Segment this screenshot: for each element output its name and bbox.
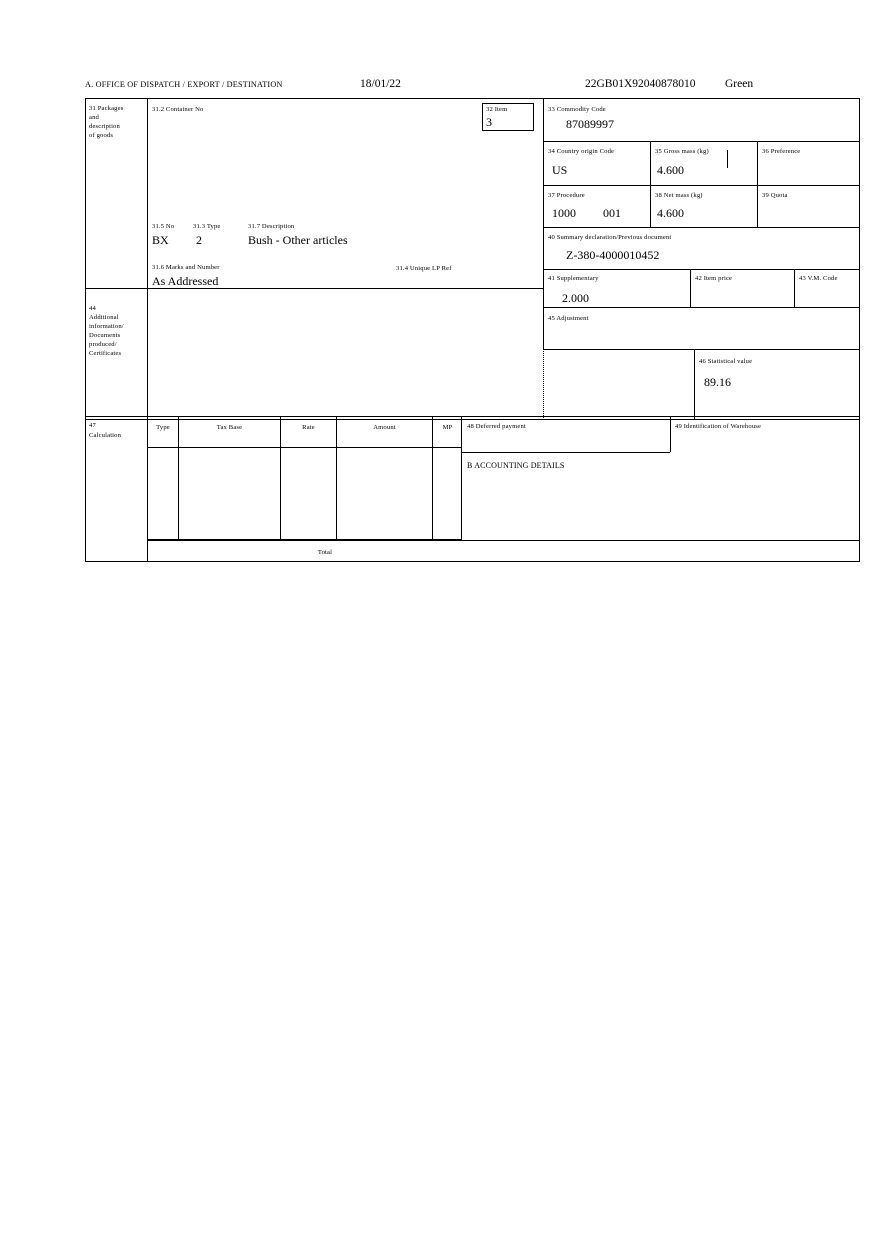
box-33-value: 87089997 xyxy=(566,117,614,131)
calc-col-divider-3 xyxy=(336,416,337,540)
calc-col-divider-1 xyxy=(178,416,179,540)
box-31-2-label: 31.2 Container No xyxy=(152,106,204,113)
box-31-5-label: 31.5 No xyxy=(152,223,175,230)
box-35-value: 4.600 xyxy=(657,163,684,177)
box-37-label: 37 Procedure xyxy=(548,192,585,199)
calc-header-tax-base: Tax Base xyxy=(216,424,243,431)
box-39-label: 39 Quota xyxy=(762,192,788,199)
box-37-value-1: 1000 xyxy=(552,206,576,220)
box-48-label: 48 Deferred payment xyxy=(467,423,526,430)
calc-header-mp: MP xyxy=(442,424,453,431)
document-header xyxy=(85,78,860,94)
divider-under-box-41-row xyxy=(543,307,860,308)
box-31-3-label: 31.3 Type xyxy=(193,223,221,230)
box-33-label: 33 Commodity Code xyxy=(548,106,606,113)
box-35-label: 35 Gross mass (kg) xyxy=(655,148,709,155)
box-47-label-line-1: 47 xyxy=(89,422,96,429)
calculation-table xyxy=(147,416,462,540)
box-31-5-value: BX xyxy=(152,233,169,247)
main-frame xyxy=(85,98,860,420)
calc-col-divider-4 xyxy=(432,416,433,540)
box-37-value-2: 001 xyxy=(603,206,621,220)
box-31-3-value: 2 xyxy=(196,233,202,247)
calc-header-type: Type xyxy=(156,424,170,431)
divider-under-box-48 xyxy=(462,452,670,453)
divider-under-box-34-row xyxy=(543,185,860,186)
box-36-label: 36 Preference xyxy=(762,148,801,155)
divider-38-39 xyxy=(757,185,758,227)
box-35-tick xyxy=(727,150,728,168)
box-38-value: 4.600 xyxy=(657,206,684,220)
box-34-value: US xyxy=(552,163,568,177)
box-32-value: 3 xyxy=(486,115,492,129)
calc-header-amount: Amount xyxy=(373,424,396,431)
box-32-label: 32 Item xyxy=(486,106,508,113)
box-42-label: 42 Item price xyxy=(695,275,733,282)
box-41-label: 41 Supplementary xyxy=(548,275,599,282)
box-b-label: B ACCOUNTING DETAILS xyxy=(467,461,565,470)
box-46-value: 89.16 xyxy=(704,375,731,389)
box-41-value: 2.000 xyxy=(562,291,589,305)
divider-under-box-33 xyxy=(543,141,860,142)
routing-lane: Green xyxy=(725,78,754,90)
calc-col-divider-2 xyxy=(280,416,281,540)
box-49-label: 49 Identification of Warehouse xyxy=(675,423,762,430)
box-40-label: 40 Summary declaration/Previous document xyxy=(548,234,672,241)
box-31-7-label: 31.7 Description xyxy=(248,223,295,230)
box-31-label: 31 Packages and description of goods xyxy=(89,105,124,139)
declaration-date: 18/01/22 xyxy=(360,78,401,90)
divider-41-42 xyxy=(690,269,691,307)
calc-header-rate: Rate xyxy=(302,424,315,431)
divider-35-36 xyxy=(757,141,758,185)
box-44-label: 44 Additional information/ Documents produced/ Certificates xyxy=(89,305,124,357)
divider-48-49 xyxy=(670,416,671,452)
divider-box31-label xyxy=(147,98,148,420)
office-of-dispatch-label: A. OFFICE OF DISPATCH / EXPORT / DESTINATION xyxy=(85,80,283,89)
divider-under-box-45 xyxy=(543,349,860,350)
box-45-label: 45 Adjustment xyxy=(548,315,589,322)
divider-37-38 xyxy=(650,185,651,227)
calculation-total-divider xyxy=(147,540,860,541)
box-38-label: 38 Net mass (kg) xyxy=(655,192,703,199)
divider-42-43 xyxy=(794,269,795,307)
movement-reference-number: 22GB01X92040878010 xyxy=(585,78,696,90)
divider-under-box-40 xyxy=(543,269,860,270)
divider-before-box-46 xyxy=(694,349,695,420)
box-31-6-value: As Addressed xyxy=(152,274,219,288)
calculation-total-label: Total xyxy=(317,549,333,556)
calculation-header-divider xyxy=(147,447,462,448)
box-47-label-line-2: Calculation xyxy=(89,432,122,439)
box-34-label: 34 Country origin Code xyxy=(548,148,615,155)
box-43-label: 43 V.M. Code xyxy=(799,275,838,282)
divider-34-35 xyxy=(650,141,651,185)
divider-right-column xyxy=(543,98,544,349)
box-40-value: Z-380-4000010452 xyxy=(566,248,660,262)
divider-right-column-dotted xyxy=(543,349,544,420)
box-46-label: 46 Statistical value xyxy=(699,358,753,365)
box-31-7-value: Bush - Other articles xyxy=(248,233,348,247)
box-31-6-label: 31.6 Marks and Number xyxy=(152,264,220,271)
divider-under-box-37-row xyxy=(543,227,860,228)
box-31-4-label: 31.4 Unique LP Ref xyxy=(396,265,452,272)
